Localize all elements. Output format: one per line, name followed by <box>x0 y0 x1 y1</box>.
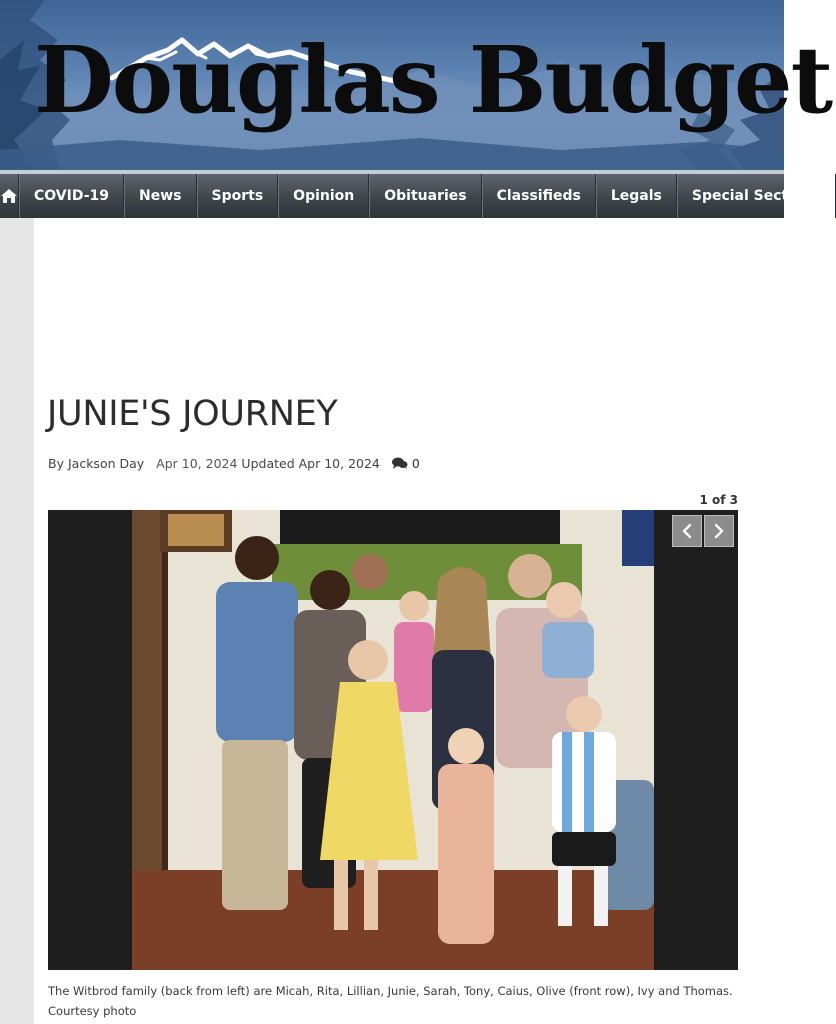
nav-item-classifieds[interactable]: Classifieds <box>482 174 596 218</box>
article-byline <box>48 456 420 471</box>
updated-label: Updated <box>241 456 295 471</box>
updated-date: Apr 10, 2024 <box>298 456 380 471</box>
caption-text: The Witbrod family (back from left) are Micah, Rita, Lillian, Junie, Sarah, Tony, Caius, Olive (front row), Ivy and Thomas. <box>48 984 733 998</box>
photo-caption <box>48 981 748 1021</box>
nav-item-covid-19[interactable]: COVID-19 <box>19 174 124 218</box>
byline-prefix: By <box>48 456 64 471</box>
nav-item-legals[interactable]: Legals <box>596 174 677 218</box>
photo-gallery[interactable] <box>48 510 738 970</box>
article-headline: JUNIE'S JOURNEY <box>47 394 338 434</box>
gallery-next-button[interactable] <box>704 515 734 547</box>
nav-item-sports[interactable]: Sports <box>197 174 279 218</box>
nav-item-news[interactable]: News <box>124 174 196 218</box>
comments-icon <box>392 457 408 470</box>
caption-credit: Courtesy photo <box>48 1004 137 1018</box>
comments-link[interactable] <box>392 456 420 471</box>
chevron-right-icon <box>713 524 725 538</box>
published-date: Apr 10, 2024 <box>156 456 238 471</box>
main-nav <box>0 174 821 218</box>
gallery-prev-button[interactable] <box>672 515 702 547</box>
gallery-counter: 1 of 3 <box>699 493 738 507</box>
site-logo-title[interactable]: Douglas Budget <box>34 26 832 134</box>
masthead[interactable] <box>0 0 832 172</box>
home-icon <box>0 188 18 204</box>
nav-item-opinion[interactable]: Opinion <box>278 174 369 218</box>
family-photo[interactable] <box>132 510 654 970</box>
nav-item-special-sections[interactable]: Special Sections <box>677 174 836 218</box>
nav-home-button[interactable] <box>0 174 19 218</box>
chevron-left-icon <box>681 524 693 538</box>
comment-count: 0 <box>411 456 420 471</box>
family-photo-illustration <box>132 510 654 970</box>
left-gutter <box>0 218 34 1024</box>
author-link[interactable]: Jackson Day <box>67 456 145 471</box>
nav-item-obituaries[interactable]: Obituaries <box>369 174 481 218</box>
